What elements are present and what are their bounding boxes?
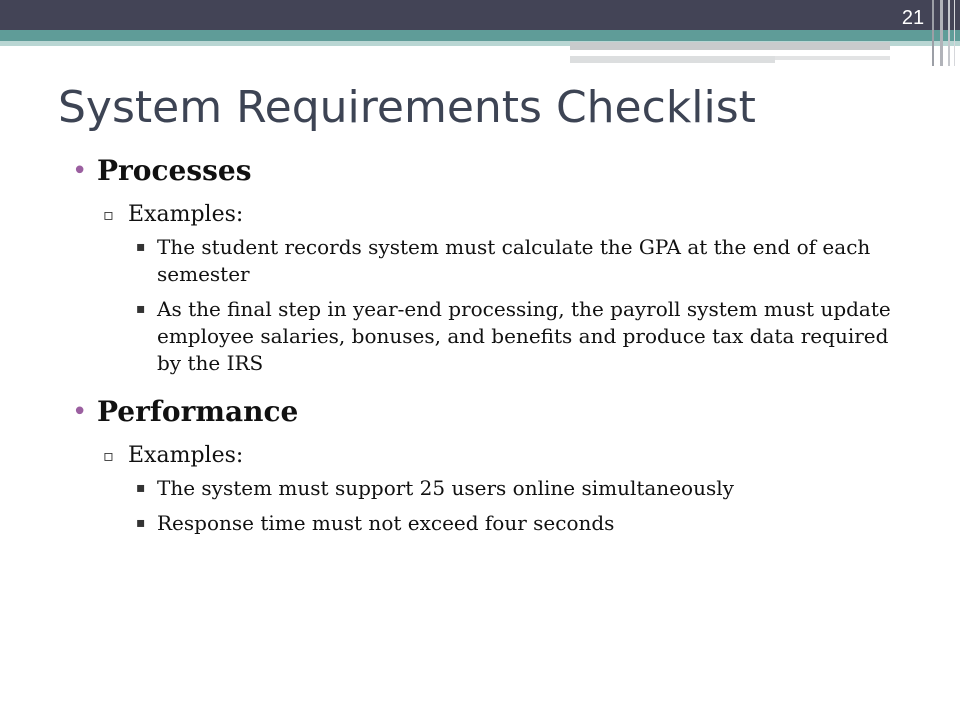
list-item-text: The system must support 25 users online simultaneously bbox=[157, 476, 734, 500]
section-heading-text: Performance bbox=[97, 395, 299, 428]
page-number: 21 bbox=[901, 7, 925, 29]
list-item bbox=[0, 234, 960, 288]
list-item bbox=[0, 475, 960, 502]
bullet-diamond-icon: ▪ bbox=[136, 515, 146, 531]
list-item-text: As the final step in year-end processing, the payroll system must update employee salaries, bonuses, and benefits and produce tax data required by the IRS bbox=[157, 297, 891, 375]
list-item bbox=[0, 510, 960, 537]
list-item-text: Response time must not exceed four seconds bbox=[157, 511, 615, 535]
section-heading-text: Processes bbox=[97, 154, 252, 187]
header-accent-bar bbox=[570, 42, 890, 50]
bullet-diamond-icon: ▪ bbox=[136, 480, 146, 496]
slide-title: System Requirements Checklist bbox=[58, 82, 756, 133]
bullet-diamond-icon: ▪ bbox=[136, 239, 146, 255]
subheading-examples bbox=[0, 200, 960, 230]
subheading-text: Examples: bbox=[128, 443, 244, 468]
bullet-dot-icon: • bbox=[72, 397, 88, 427]
list-item-text: The student records system must calculate the GPA at the end of each semester bbox=[157, 235, 871, 286]
list-item bbox=[0, 296, 960, 377]
section-heading-processes bbox=[0, 150, 960, 192]
section-heading-performance bbox=[0, 391, 960, 433]
header-vertical-line bbox=[932, 0, 934, 66]
bullet-dot-icon: • bbox=[72, 156, 88, 186]
header-band-teal bbox=[0, 30, 960, 41]
header-band-dark bbox=[0, 0, 960, 30]
bullet-square-icon: ▫ bbox=[103, 446, 114, 465]
slide-content bbox=[0, 150, 960, 545]
subheading-examples bbox=[0, 441, 960, 471]
header-accent-bar-lower bbox=[570, 56, 775, 63]
bullet-square-icon: ▫ bbox=[103, 205, 114, 224]
subheading-text: Examples: bbox=[128, 202, 244, 227]
header-vertical-line bbox=[940, 0, 943, 66]
header-vertical-line bbox=[948, 0, 950, 66]
header-accent-bar-short bbox=[775, 56, 890, 60]
header-vertical-line bbox=[954, 0, 955, 66]
bullet-diamond-icon: ▪ bbox=[136, 301, 146, 317]
